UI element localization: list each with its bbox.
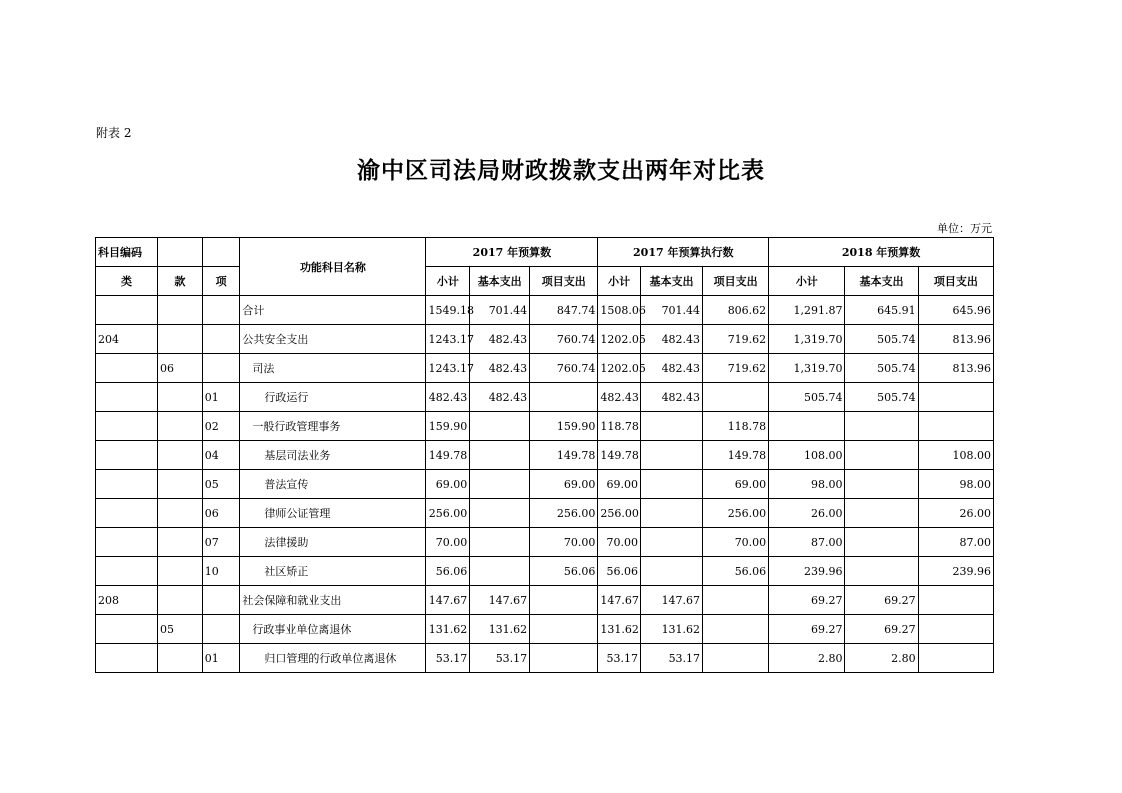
- cell-2017exec-basic: 701.44: [641, 296, 703, 325]
- cell-lei: 208: [96, 586, 158, 615]
- cell-2018-project: 813.96: [918, 354, 993, 383]
- cell-2017exec-basic: [641, 470, 703, 499]
- cell-2017exec-subtotal: 131.62: [598, 615, 641, 644]
- cell-lei: [96, 615, 158, 644]
- cell-2017exec-basic: 147.67: [641, 586, 703, 615]
- cell-2017-project: 149.78: [530, 441, 598, 470]
- header-code-group: 科目编码: [96, 238, 158, 267]
- cell-lei: [96, 557, 158, 586]
- cell-kuan: [158, 586, 203, 615]
- cell-2017exec-subtotal: 256.00: [598, 499, 641, 528]
- cell-2017-basic: [470, 441, 530, 470]
- cell-lei: [96, 296, 158, 325]
- cell-2018-basic: 505.74: [845, 325, 918, 354]
- cell-function-name: 司法: [240, 354, 426, 383]
- cell-lei: [96, 499, 158, 528]
- cell-2017-subtotal: 147.67: [426, 586, 470, 615]
- cell-2018-project: 108.00: [918, 441, 993, 470]
- cell-2017-basic: [470, 557, 530, 586]
- cell-2017exec-project: 256.00: [703, 499, 769, 528]
- cell-2017-basic: 701.44: [470, 296, 530, 325]
- cell-2017exec-basic: 482.43: [641, 354, 703, 383]
- header-xiang: 项: [202, 267, 240, 296]
- cell-2018-basic: 2.80: [845, 644, 918, 673]
- cell-2017exec-subtotal: 1508.06: [598, 296, 641, 325]
- cell-xiang: 01: [202, 383, 240, 412]
- cell-kuan: [158, 296, 203, 325]
- cell-xiang: [202, 296, 240, 325]
- cell-xiang: 05: [202, 470, 240, 499]
- cell-2017-project: [530, 383, 598, 412]
- cell-2017-subtotal: 56.06: [426, 557, 470, 586]
- header-project: 项目支出: [918, 267, 993, 296]
- cell-2018-project: [918, 383, 993, 412]
- cell-2017-project: 159.90: [530, 412, 598, 441]
- cell-kuan: [158, 557, 203, 586]
- table-row: [96, 383, 994, 412]
- cell-2017-project: 69.00: [530, 470, 598, 499]
- cell-2017-project: 760.74: [530, 325, 598, 354]
- cell-2017-basic: 131.62: [470, 615, 530, 644]
- cell-2018-subtotal: 1,319.70: [769, 354, 845, 383]
- header-subtotal: 小计: [426, 267, 470, 296]
- cell-kuan: 05: [158, 615, 203, 644]
- cell-xiang: 10: [202, 557, 240, 586]
- cell-function-name: 行政事业单位离退休: [240, 615, 426, 644]
- page-title: 渝中区司法局财政拨款支出两年对比表: [357, 157, 765, 184]
- header-project: 项目支出: [703, 267, 769, 296]
- cell-2018-project: [918, 644, 993, 673]
- cell-2018-basic: [845, 470, 918, 499]
- cell-function-name: 一般行政管理事务: [240, 412, 426, 441]
- cell-2018-subtotal: 239.96: [769, 557, 845, 586]
- cell-xiang: 07: [202, 528, 240, 557]
- cell-2017-subtotal: 149.78: [426, 441, 470, 470]
- cell-2017exec-basic: 53.17: [641, 644, 703, 673]
- cell-2017-subtotal: 1549.18: [426, 296, 470, 325]
- cell-kuan: [158, 528, 203, 557]
- cell-2017-project: 256.00: [530, 499, 598, 528]
- cell-2017-subtotal: 131.62: [426, 615, 470, 644]
- cell-2017exec-basic: [641, 499, 703, 528]
- cell-2017-project: [530, 644, 598, 673]
- cell-2017exec-project: [703, 615, 769, 644]
- cell-2017-project: [530, 586, 598, 615]
- cell-function-name: 合计: [240, 296, 426, 325]
- header-2018-budget: 2018 年预算数: [769, 238, 994, 267]
- header-project: 项目支出: [530, 267, 598, 296]
- table-row: [96, 412, 994, 441]
- cell-2017-project: 56.06: [530, 557, 598, 586]
- table-row: [96, 528, 994, 557]
- header-row-2: [96, 267, 994, 296]
- cell-function-name: 律师公证管理: [240, 499, 426, 528]
- cell-2017-basic: [470, 470, 530, 499]
- cell-xiang: [202, 325, 240, 354]
- cell-2017-basic: 482.43: [470, 354, 530, 383]
- cell-2018-subtotal: 69.27: [769, 586, 845, 615]
- header-subtotal: 小计: [598, 267, 641, 296]
- cell-2017-subtotal: 1243.17: [426, 325, 470, 354]
- cell-2018-subtotal: 98.00: [769, 470, 845, 499]
- cell-2018-subtotal: 505.74: [769, 383, 845, 412]
- cell-kuan: [158, 644, 203, 673]
- budget-table: [95, 237, 994, 673]
- cell-lei: [96, 412, 158, 441]
- table-row: [96, 325, 994, 354]
- cell-function-name: 行政运行: [240, 383, 426, 412]
- cell-2017-basic: 482.43: [470, 325, 530, 354]
- cell-kuan: 06: [158, 354, 203, 383]
- table-row: [96, 615, 994, 644]
- header-basic: 基本支出: [641, 267, 703, 296]
- cell-kuan: [158, 412, 203, 441]
- cell-2018-project: 645.96: [918, 296, 993, 325]
- cell-2018-basic: 69.27: [845, 586, 918, 615]
- cell-2017exec-basic: 131.62: [641, 615, 703, 644]
- header-subtotal: 小计: [769, 267, 845, 296]
- cell-2017-subtotal: 482.43: [426, 383, 470, 412]
- cell-xiang: 01: [202, 644, 240, 673]
- cell-2017exec-basic: [641, 441, 703, 470]
- cell-2017exec-project: 118.78: [703, 412, 769, 441]
- cell-2017-basic: [470, 499, 530, 528]
- cell-2017-subtotal: 256.00: [426, 499, 470, 528]
- header-kuan: 款: [158, 267, 203, 296]
- cell-2017exec-subtotal: 56.06: [598, 557, 641, 586]
- cell-xiang: 02: [202, 412, 240, 441]
- cell-lei: [96, 354, 158, 383]
- cell-2017-basic: 53.17: [470, 644, 530, 673]
- cell-2018-project: [918, 412, 993, 441]
- cell-xiang: [202, 354, 240, 383]
- cell-2017exec-subtotal: 149.78: [598, 441, 641, 470]
- cell-2017exec-project: 719.62: [703, 325, 769, 354]
- cell-lei: [96, 528, 158, 557]
- cell-kuan: [158, 441, 203, 470]
- cell-2017exec-basic: 482.43: [641, 383, 703, 412]
- cell-2017exec-project: 806.62: [703, 296, 769, 325]
- cell-2017exec-subtotal: 69.00: [598, 470, 641, 499]
- table-row: [96, 296, 994, 325]
- cell-2018-subtotal: 1,291.87: [769, 296, 845, 325]
- cell-kuan: [158, 383, 203, 412]
- cell-function-name: 公共安全支出: [240, 325, 426, 354]
- cell-2017exec-project: 69.00: [703, 470, 769, 499]
- cell-xiang: 06: [202, 499, 240, 528]
- header-2017-budget: 2017 年预算数: [426, 238, 598, 267]
- cell-2018-subtotal: 1,319.70: [769, 325, 845, 354]
- cell-2018-basic: 505.74: [845, 354, 918, 383]
- cell-2017exec-project: [703, 644, 769, 673]
- table-row: [96, 499, 994, 528]
- header-blank: [158, 238, 203, 267]
- cell-2017-project: [530, 615, 598, 644]
- cell-2017exec-project: [703, 586, 769, 615]
- cell-2017exec-subtotal: 1202.05: [598, 325, 641, 354]
- cell-2017-basic: [470, 412, 530, 441]
- unit-label: 单位：万元: [937, 222, 992, 235]
- cell-function-name: 法律援助: [240, 528, 426, 557]
- cell-2018-project: [918, 615, 993, 644]
- cell-2018-basic: [845, 499, 918, 528]
- cell-xiang: [202, 615, 240, 644]
- cell-xiang: 04: [202, 441, 240, 470]
- cell-2018-subtotal: 69.27: [769, 615, 845, 644]
- cell-2017exec-project: 149.78: [703, 441, 769, 470]
- cell-lei: [96, 470, 158, 499]
- cell-2017-basic: [470, 528, 530, 557]
- cell-2017exec-project: 719.62: [703, 354, 769, 383]
- cell-2017-project: 70.00: [530, 528, 598, 557]
- cell-2017-basic: 482.43: [470, 383, 530, 412]
- cell-lei: [96, 383, 158, 412]
- table-row: [96, 586, 994, 615]
- cell-2018-project: 26.00: [918, 499, 993, 528]
- header-blank: [202, 238, 240, 267]
- cell-2017exec-basic: [641, 528, 703, 557]
- cell-2018-subtotal: 2.80: [769, 644, 845, 673]
- cell-2017exec-subtotal: 70.00: [598, 528, 641, 557]
- cell-2018-project: 87.00: [918, 528, 993, 557]
- cell-2017exec-project: 70.00: [703, 528, 769, 557]
- cell-2018-basic: [845, 412, 918, 441]
- cell-lei: [96, 441, 158, 470]
- cell-2018-project: [918, 586, 993, 615]
- cell-2017exec-basic: [641, 557, 703, 586]
- cell-kuan: [158, 499, 203, 528]
- header-2017-execution: 2017 年预算执行数: [598, 238, 769, 267]
- cell-2018-subtotal: 87.00: [769, 528, 845, 557]
- cell-function-name: 社会保障和就业支出: [240, 586, 426, 615]
- cell-2017-subtotal: 53.17: [426, 644, 470, 673]
- cell-function-name: 归口管理的行政单位离退休: [240, 644, 426, 673]
- cell-2017exec-subtotal: 53.17: [598, 644, 641, 673]
- cell-2017-subtotal: 70.00: [426, 528, 470, 557]
- cell-2018-basic: 645.91: [845, 296, 918, 325]
- header-lei: 类: [96, 267, 158, 296]
- header-basic: 基本支出: [845, 267, 918, 296]
- cell-lei: [96, 644, 158, 673]
- header-basic: 基本支出: [470, 267, 530, 296]
- table-row: [96, 557, 994, 586]
- cell-2018-project: 239.96: [918, 557, 993, 586]
- cell-2017exec-subtotal: 118.78: [598, 412, 641, 441]
- cell-2017-subtotal: 159.90: [426, 412, 470, 441]
- cell-2017exec-subtotal: 1202.05: [598, 354, 641, 383]
- cell-2017exec-subtotal: 147.67: [598, 586, 641, 615]
- cell-2018-subtotal: 26.00: [769, 499, 845, 528]
- cell-2017-subtotal: 69.00: [426, 470, 470, 499]
- cell-2017-project: 847.74: [530, 296, 598, 325]
- cell-function-name: 社区矫正: [240, 557, 426, 586]
- cell-2017-subtotal: 1243.17: [426, 354, 470, 383]
- cell-2017exec-subtotal: 482.43: [598, 383, 641, 412]
- header-row-1: [96, 238, 994, 267]
- cell-2018-basic: 69.27: [845, 615, 918, 644]
- cell-2018-basic: [845, 528, 918, 557]
- table-row: [96, 354, 994, 383]
- table-row: [96, 441, 994, 470]
- cell-2017exec-basic: [641, 412, 703, 441]
- attachment-label: 附表 2: [96, 126, 132, 140]
- cell-function-name: 普法宣传: [240, 470, 426, 499]
- cell-2018-basic: 505.74: [845, 383, 918, 412]
- cell-lei: 204: [96, 325, 158, 354]
- cell-2018-basic: [845, 441, 918, 470]
- cell-function-name: 基层司法业务: [240, 441, 426, 470]
- header-function-name: 功能科目名称: [240, 238, 426, 296]
- cell-xiang: [202, 586, 240, 615]
- cell-kuan: [158, 325, 203, 354]
- cell-2018-basic: [845, 557, 918, 586]
- cell-2018-project: 813.96: [918, 325, 993, 354]
- cell-2017exec-project: [703, 383, 769, 412]
- cell-2017-project: 760.74: [530, 354, 598, 383]
- cell-2017exec-basic: 482.43: [641, 325, 703, 354]
- cell-2017exec-project: 56.06: [703, 557, 769, 586]
- cell-2017-basic: 147.67: [470, 586, 530, 615]
- table-row: [96, 470, 994, 499]
- cell-kuan: [158, 470, 203, 499]
- table-row: [96, 644, 994, 673]
- cell-2018-project: 98.00: [918, 470, 993, 499]
- cell-2018-subtotal: [769, 412, 845, 441]
- cell-2018-subtotal: 108.00: [769, 441, 845, 470]
